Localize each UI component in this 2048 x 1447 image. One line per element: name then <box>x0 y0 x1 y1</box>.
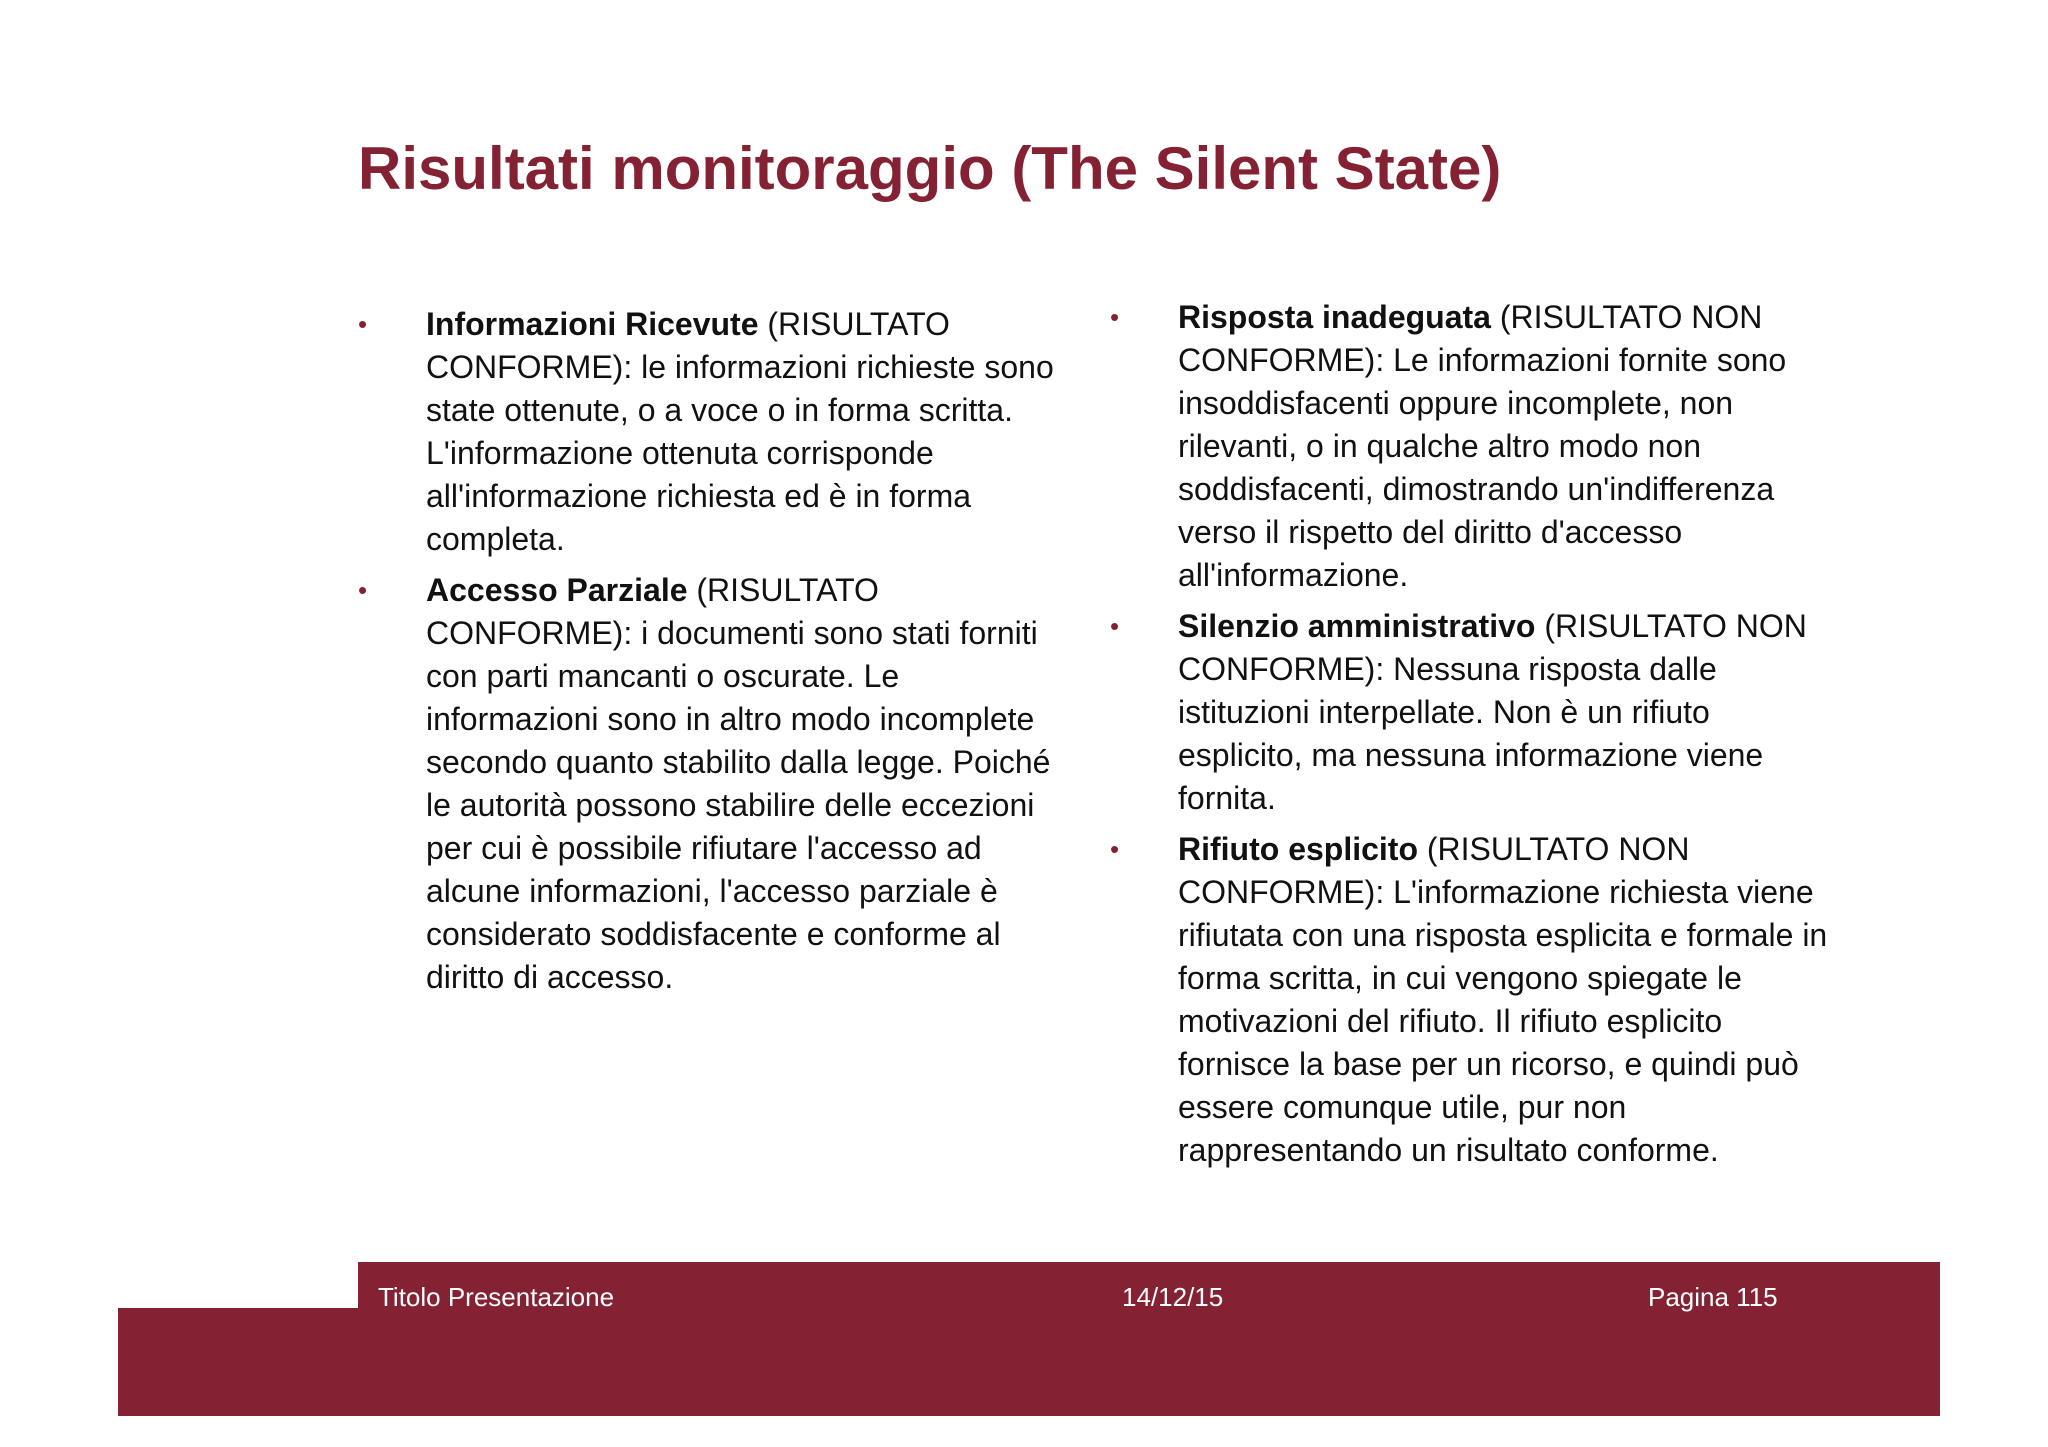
item-heading: Silenzio amministrativo <box>1178 608 1536 644</box>
bullet-icon: • <box>358 309 368 339</box>
item-heading: Informazioni Ricevute <box>426 306 759 342</box>
list-item <box>1110 296 1830 597</box>
item-text: (RISULTATO NON CONFORME): L'informazione richiesta viene rifiutata con una risposta esplicita e formale in forma scritta, in cui vengono spiegate le motivazioni del rifiuto. Il rifiuto esplicito fornisce la base per un ricorso, e quindi può essere comunque utile, pur non rappresentando un risultato conforme. <box>1178 831 1828 1168</box>
bullet-icon: • <box>358 575 368 605</box>
bullet-icon: • <box>1110 302 1120 332</box>
list-item <box>1110 828 1830 1172</box>
bullet-icon: • <box>1110 834 1120 864</box>
item-text: (RISULTATO NON CONFORME): Nessuna risposta dalle istituzioni interpellate. Non è un rifiuto esplicito, ma nessuna informazione viene fornita. <box>1178 608 1807 816</box>
item-text: (RISULTATO CONFORME): i documenti sono stati forniti con parti mancanti o oscurate. Le informazioni sono in altro modo incomplete secondo quanto stabilito dalla legge. Poiché le autorità possono stabilire delle eccezioni per cui è possibile rifiutare l'accesso ad alcune informazioni, l'accesso parziale è considerato soddisfacente e conforme al diritto di accesso. <box>426 572 1051 995</box>
item-text: (RISULTATO CONFORME): le informazioni richieste sono state ottenute, o a voce o in forma scritta. L'informazione ottenuta corrisponde all'informazione richiesta ed è in forma completa. <box>426 306 1054 557</box>
footer-date: 14/12/15 <box>1122 1282 1224 1312</box>
slide-title: Risultati monitoraggio (The Silent State) <box>358 135 1502 202</box>
item-heading: Accesso Parziale <box>426 572 688 608</box>
list-item <box>1110 605 1830 820</box>
left-bullet-list <box>358 303 1078 1007</box>
list-item <box>358 303 1078 561</box>
item-heading: Rifiuto esplicito <box>1178 831 1418 867</box>
footer-presentation-title: Titolo Presentazione <box>378 1282 615 1312</box>
right-bullet-list <box>1110 296 1830 1180</box>
list-item <box>358 569 1078 999</box>
footer-page-number: Pagina 115 <box>1648 1282 1778 1312</box>
item-text: (RISULTATO NON CONFORME): Le informazioni fornite sono insoddisfacenti oppure incomplete, non rilevanti, o in qualche altro modo non soddisfacenti, dimostrando un'indifferenza verso il rispetto del diritto d'accesso all'informazione. <box>1178 299 1787 593</box>
bullet-icon: • <box>1110 611 1120 641</box>
footer-band <box>118 1308 1940 1416</box>
item-heading: Risposta inadeguata <box>1178 299 1491 335</box>
